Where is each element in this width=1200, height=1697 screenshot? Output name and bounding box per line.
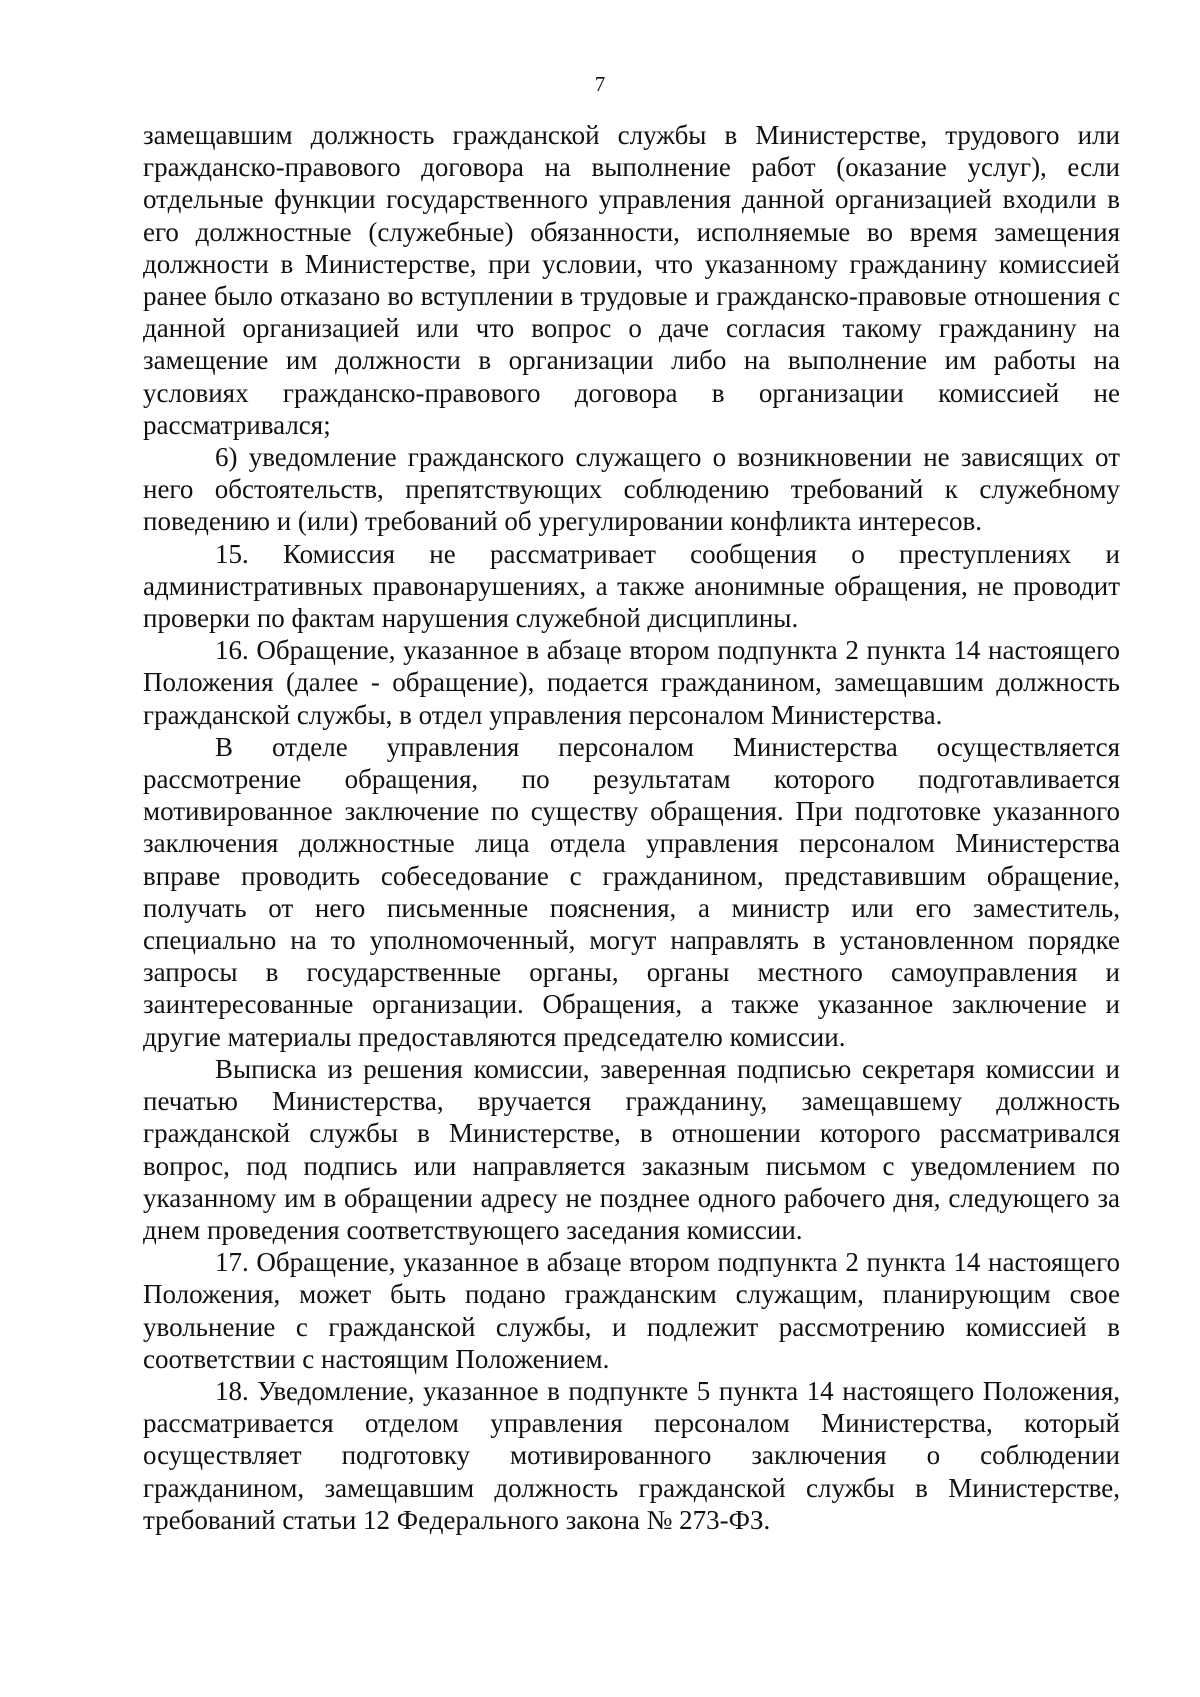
- paragraph-clause-17: 17. Обращение, указанное в абзаце втором подпункта 2 пункта 14 настоящего Положения, может быть подано гражданским служащим, планирующим свое увольнение с гражданской службы, и подлежит рассмотрению комиссией в соответствии с настоящим Положением.: [143, 1247, 1120, 1374]
- paragraph-clause-15: 15. Комиссия не рассматривает сообщения о преступлениях и административных правонарушениях, а также анонимные обращения, не проводит проверки по фактам нарушения служебной дисциплины.: [143, 538, 1120, 634]
- paragraph-item-6: 6) уведомление гражданского служащего о возникновении не зависящих от него обстоятельств, препятствующих соблюдению требований к служебному поведению и (или) требований об урегулировании конфликта интересов.: [143, 442, 1120, 537]
- paragraph-clause-18: 18. Уведомление, указанное в подпункте 5 пункта 14 настоящего Положения, рассматривается отделом управления персоналом Министерства, который осуществляет подготовку мотивированного заключения о соблюдении гражданином, замещавшим должность гражданской службы в Министерстве, требований статьи 12 Федерального закона № 273-ФЗ.: [143, 1375, 1120, 1535]
- paragraph-clause-16-extract: Выписка из решения комиссии, заверенная подписью секретаря комиссии и печатью Министерства, вручается гражданину, замещавшему должность гражданской службы в Министерстве, в отношении которого рассматривался вопрос, под подпись или направляется заказным письмом с уведомлением по указанному им в обращении адресу не позднее одного рабочего дня, следующего за днем проведения соответствующего заседания комиссии.: [143, 1053, 1120, 1245]
- document-body: [143, 119, 1120, 1536]
- paragraph-clause-16: 16. Обращение, указанное в абзаце втором подпункта 2 пункта 14 настоящего Положения (далее - обращение), подается гражданином, замещавшим должность гражданской службы, в отдел управления персоналом Министерства.: [143, 635, 1120, 730]
- page-number: 7: [594, 72, 606, 96]
- paragraph-continuation: замещавшим должность гражданской службы в Министерстве, трудового или гражданско-правового договора на выполнение работ (оказание услуг), если отдельные функции государственного управления данной организацией входили в его должностные (служебные) обязанности, исполняемые во время замещения должности в Министерстве, при условии, что указанному гражданину комиссией ранее было отказано во вступлении в трудовые и гражданско-правовые отношения с данной организацией или что вопрос о даче согласия такому гражданину на замещение им должности в организации либо на выполнение им работы на условиях гражданско-правового договора в организации комиссией не рассматривался;: [143, 120, 1120, 440]
- paragraph-clause-16-review: В отделе управления персоналом Министерства осуществляется рассмотрение обращения, по результатам которого подготавливается мотивированное заключение по существу обращения. При подготовке указанного заключения должностные лица отдела управления персоналом Министерства вправе проводить собеседование с гражданином, представившим обращение, получать от него письменные пояснения, а министр или его заместитель, специально на то уполномоченный, могут направлять в установленном порядке запросы в государственные органы, органы местного самоуправления и заинтересованные организации. Обращения, а также указанное заключение и другие материалы предоставляются председателю комиссии.: [143, 731, 1120, 1052]
